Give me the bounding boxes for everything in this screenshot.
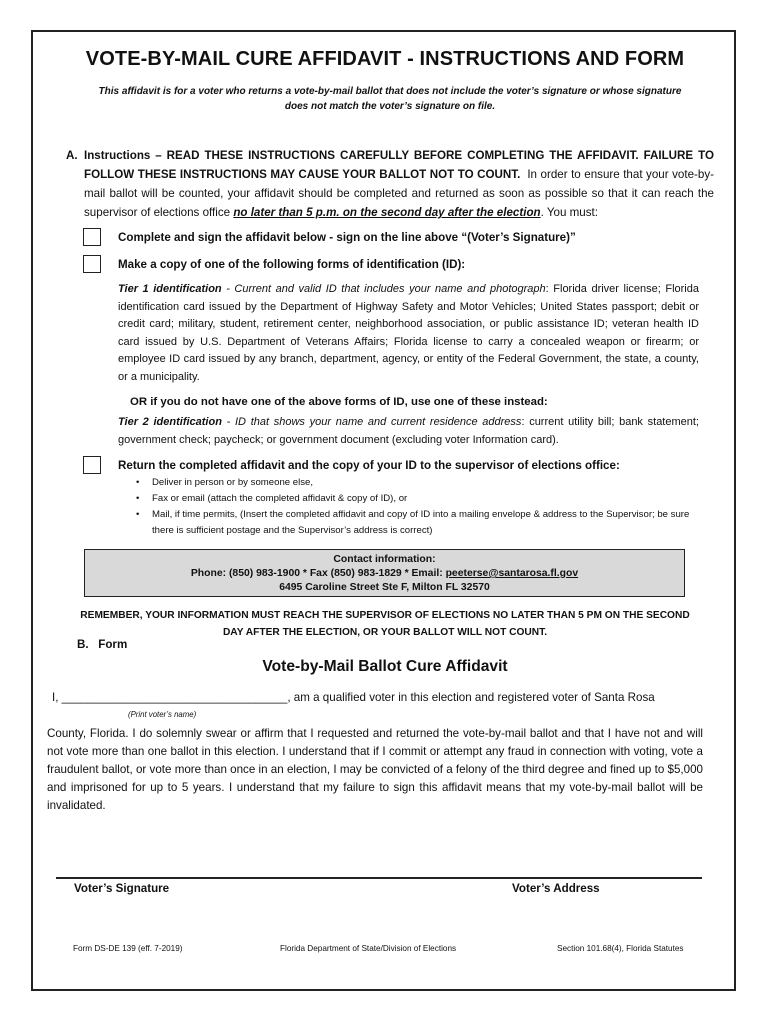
step2-checkbox[interactable]	[83, 255, 101, 273]
return-method-item: • Mail, if time permits, (Insert the completed affidavit and copy of ID into a mailing envelope & address to the Supervisor; be sure there is sufficient postage and the Supervisor’s address is correct)	[136, 507, 691, 539]
contact-email-link[interactable]: peeterse@santarosa.fl.gov	[445, 568, 579, 579]
deadline-text: no later than 5 p.m. on the second day after the election	[233, 206, 541, 219]
contact-address: 6495 Caroline Street Ste F, Milton FL 32570	[279, 582, 490, 593]
return-method-item: • Deliver in person or by someone else,	[136, 475, 691, 491]
footer-department: Florida Department of State/Division of Elections	[280, 944, 457, 953]
oath-paragraph: County, Florida. I do solemnly swear or affirm that I requested and returned the vote-by-mail ballot and that I have not and will not vote more than one ballot in this election. I understand that if I commit or attempt any fraud in connection with voting, vote a fraudulent ballot, or vote more than once in an election, I may be convicted of a felony of the third degree and fined up to $5,000 and imprisoned for up to 5 years. I understand that my failure to sign this affidavit means that my vote-by-mail ballot will be invalidated.	[47, 727, 703, 812]
or-line: OR if you do not have one of the above forms of ID, use one of these instead:	[130, 396, 548, 408]
remember-notice: REMEMBER, YOUR INFORMATION MUST REACH THE SUPERVISOR OF ELECTIONS NO LATER THAN 5 PM ON THE SECOND DAY AFTER THE ELECTION, OR YOUR BALLOT WILL NOT COUNT.	[80, 610, 690, 638]
section-letter-a: A.	[66, 149, 78, 162]
page-title: VOTE-BY-MAIL CURE AFFIDAVIT - INSTRUCTIONS AND FORM	[85, 48, 685, 70]
tier1-desc: - Current and valid ID that includes your name and photograph	[221, 283, 546, 295]
footer-statute: Section 101.68(4), Florida Statutes	[557, 944, 684, 953]
voter-address-label: Voter’s Address	[512, 882, 600, 895]
step2-label: Make a copy of one of the following forms of identification (ID):	[118, 258, 466, 271]
form-title: Vote-by-Mail Ballot Cure Affidavit	[262, 658, 508, 675]
instructions-heading: Instructions – READ THESE INSTRUCTIONS CAREFULLY BEFORE COMPLETING THE AFFIDAVIT. FAILURE TO FOLLOW THESE INSTRUCTIONS MAY CAUSE YOUR BALLOT NOT TO COUNT.	[84, 149, 714, 181]
return-method-item: • Fax or email (attach the completed affidavit & copy of ID), or	[136, 491, 691, 507]
section-letter-b: B.	[77, 638, 89, 651]
tier2-label: Tier 2 identification	[118, 416, 222, 428]
step3-checkbox[interactable]	[83, 456, 101, 474]
voter-signature-label: Voter’s Signature	[74, 882, 170, 895]
tier2-paragraph	[118, 414, 699, 449]
contact-heading: Contact information:	[333, 554, 436, 565]
tier1-text: : Florida driver license; Florida identification card issued by the Department of Highway Safety and Motor Vehicles; United States passport; debit or credit card; military, student, retirement center, neighborhood association, or public assistance ID; veteran health ID card issued by U.S. Department of Veterans Affairs; Florida license to carry a concealed weapon or firearm; or employee ID card issued by any branch, department, agency, or entity of the Federal Government, the state, a county, or a municipality.	[118, 283, 699, 383]
instructions-text: In order to ensure that your vote-by-mail ballot will be counted, your affidavit should be completed and returned as soon as possible so that it can reach the supervisor of elections office	[84, 168, 714, 219]
footer-form-number: Form DS-DE 139 (eff. 7-2019)	[73, 944, 183, 953]
tier2-text: : current utility bill; bank statement; government check; paycheck; or government document (excluding voter Information card).	[118, 416, 699, 446]
voter-name-field[interactable]: ___________________________________	[61, 691, 288, 704]
instructions-section	[66, 146, 714, 222]
i-prefix: I,	[52, 691, 62, 704]
instructions-text-after: . You must:	[540, 206, 598, 219]
step1-label: Complete and sign the affidavit below - sign on the line above “(Voter’s Signature)”	[118, 231, 576, 244]
signature-line[interactable]	[56, 877, 702, 879]
contact-phone-fax: Phone: (850) 983-1900 * Fax (850) 983-1829 * Email:	[190, 568, 443, 579]
page-subtitle: This affidavit is for a voter who returns a vote-by-mail ballot that does not include the voter’s signature or whose signature does not match the voter’s signature on file.	[98, 86, 682, 112]
form-section-heading	[77, 638, 127, 651]
return-methods-list	[136, 475, 691, 539]
tier1-label: Tier 1 identification	[118, 283, 222, 295]
tier1-paragraph	[118, 281, 699, 386]
voter-name-line	[52, 691, 655, 704]
step3-label: Return the completed affidavit and the copy of your ID to the supervisor of elections office:	[118, 459, 620, 472]
form-label: Form	[98, 638, 128, 651]
contact-phone-line	[85, 567, 684, 581]
step1-checkbox[interactable]	[83, 228, 101, 246]
contact-box	[84, 549, 685, 597]
i-suffix: , am a qualified voter in this election and registered voter of Santa Rosa	[287, 691, 655, 704]
tier2-desc: - ID that shows your name and current residence address	[221, 416, 522, 428]
print-name-caption: (Print voter’s name)	[128, 710, 197, 719]
